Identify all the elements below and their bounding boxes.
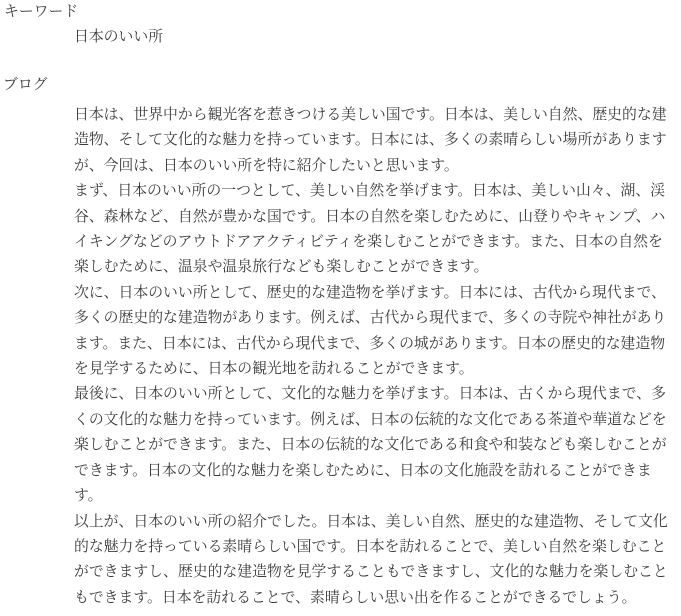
keyword-label: キーワード: [4, 4, 79, 20]
blog-paragraph-history: 次に、日本のいい所として、歴史的な建造物を挙げます。日本には、古代から現代まで、多くの歴史的な建造物があります。例えば、古代から現代まで、多くの寺院や神社があります。また、日本には、古代から現代まで、多くの城があります。日本の歴史的な建造物を見学するために、日本の観光地を訪れることができます。: [74, 284, 667, 378]
blog-paragraph-conclusion: 以上が、日本のいい所の紹介でした。日本は、美しい自然、歴史的な建造物、そして文化的な魅力を持っている素晴らしい国です。日本を訪れることで、美しい自然を楽しむことができますし、歴史的な建造物を見学することもできますし、文化的な魅力を楽しむこともできます。日本を訪れることで、素晴らしい思い出を作ることができるでしょう。: [74, 513, 668, 606]
blog-paragraph-culture: 最後に、日本のいい所として、文化的な魅力を挙げます。日本は、古くから現代まで、多くの文化的な魅力を持っています。例えば、日本の伝統的な文化である茶道や華道などを楽しむことができます。また、日本の伝統的な文化である和食や和装なども楽しむことができます。日本の文化的な魅力を楽しむために、日本の文化施設を訪れることができます。: [74, 386, 667, 505]
blog-paragraph-intro: 日本は、世界中から観光客を惹きつける美しい国です。日本は、美しい自然、歴史的な建造物、そして文化的な魅力を持っています。日本には、多くの素晴らしい場所がありますが、今回は、日本のいい所を特に紹介したいと思います。: [74, 107, 667, 174]
blog-text: [74, 103, 673, 611]
keyword-value: 日本のいい所: [74, 29, 164, 45]
blog-label: ブログ: [3, 77, 48, 93]
blog-paragraph-nature: まず、日本のいい所の一つとして、美しい自然を挙げます。日本は、美しい山々、湖、渓谷、森林など、自然が豊かな国です。日本の自然を楽しむために、山登りやキャンプ、ハイキングなどのアウトドアアクティビティを楽しむことができます。また、日本の自然を楽しむために、温泉や温泉旅行なども楽しむことができます。: [74, 183, 666, 276]
